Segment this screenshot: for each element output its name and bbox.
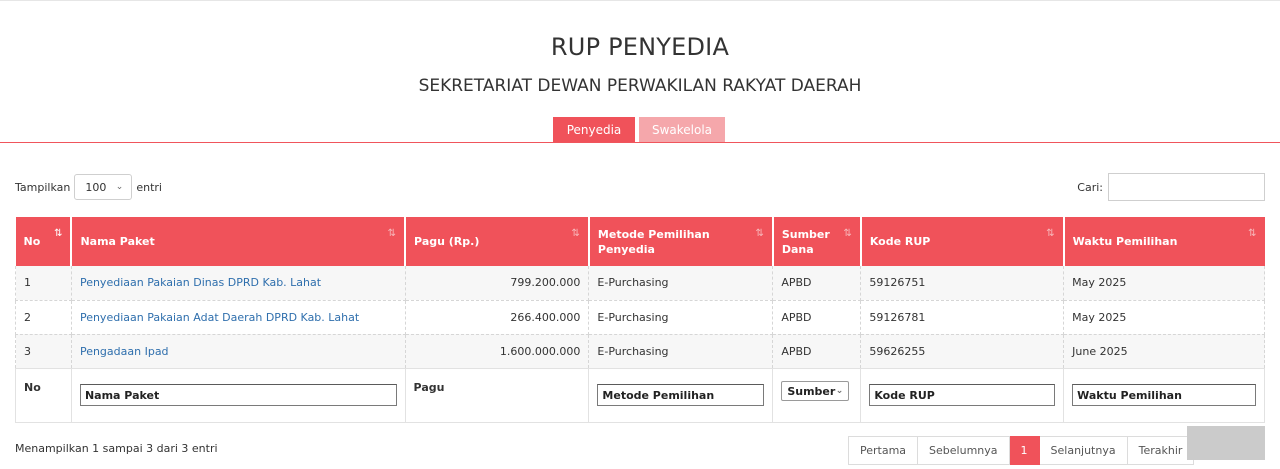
- chevron-down-icon: ⌄: [835, 386, 844, 396]
- filter-nama-paket-input[interactable]: Nama Paket: [80, 384, 397, 406]
- paket-link[interactable]: Penyediaan Pakaian Dinas DPRD Kab. Lahat: [79, 276, 322, 290]
- paket-link[interactable]: Penyediaan Pakaian Adat Daerah DPRD Kab. Lahat: [79, 310, 360, 324]
- page-prev-button[interactable]: Sebelumnya: [918, 436, 1009, 465]
- header-metode[interactable]: Metode Pemilihan Penyedia ⇅: [589, 217, 773, 266]
- header-no[interactable]: No ⇅: [16, 217, 72, 266]
- cell-pagu: 1.600.000.000: [405, 334, 589, 368]
- cell-metode: E-Purchasing: [589, 334, 773, 368]
- search-control: [1077, 173, 1265, 201]
- sort-arrows-icon: ⇅: [843, 228, 852, 239]
- cell-waktu: May 2025: [1064, 300, 1265, 334]
- cell-pagu: 799.200.000: [405, 266, 589, 300]
- table-info: Menampilkan 1 sampai 3 dari 3 entri: [15, 442, 218, 455]
- cell-waktu: June 2025: [1064, 334, 1265, 368]
- page-title: RUP PENYEDIA: [550, 33, 730, 61]
- cell-sumber: APBD: [773, 334, 861, 368]
- filter-waktu-input[interactable]: Waktu Pemilihan: [1072, 384, 1256, 406]
- length-control: [15, 174, 162, 200]
- length-suffix-label: entri: [136, 180, 162, 194]
- search-input[interactable]: [1108, 173, 1265, 201]
- cell-nama-paket: [71, 300, 405, 334]
- sort-arrows-icon: ⇅: [755, 228, 764, 239]
- filter-no-label: No: [16, 368, 72, 422]
- filter-row: [16, 368, 1265, 422]
- page-subtitle: SEKRETARIAT DEWAN PERWAKILAN RAKYAT DAERAH: [418, 76, 862, 96]
- page-current-button[interactable]: 1: [1010, 436, 1040, 465]
- pagination: [848, 436, 1194, 465]
- filter-pagu-label: Pagu: [405, 368, 589, 422]
- cell-pagu: 266.400.000: [405, 300, 589, 334]
- overlay-block: [1187, 426, 1265, 460]
- cell-metode: E-Purchasing: [589, 300, 773, 334]
- header-nama-paket[interactable]: Nama Paket ⇅: [71, 217, 405, 266]
- tab-swakelola[interactable]: Swakelola: [639, 117, 725, 142]
- page-last-button[interactable]: Terakhir: [1128, 436, 1195, 465]
- sort-arrows-icon: ⇅: [571, 228, 580, 239]
- cell-no: 2: [16, 300, 72, 334]
- tabs-underline: [0, 142, 1280, 143]
- cell-kode: 59126781: [861, 300, 1064, 334]
- cell-kode: 59126751: [861, 266, 1064, 300]
- table-header-row: [16, 217, 1265, 266]
- table-row: [16, 334, 1265, 368]
- table-row: [16, 300, 1265, 334]
- filter-sumber-value: Sumber: [787, 384, 836, 398]
- sort-arrows-icon: ⇅: [387, 228, 397, 239]
- cell-no: 1: [16, 266, 72, 300]
- cell-no: 3: [16, 334, 72, 368]
- filter-kode-cell: [861, 368, 1064, 422]
- rup-table: [15, 217, 1265, 423]
- length-select[interactable]: [74, 174, 132, 200]
- filter-sumber-select[interactable]: [781, 381, 849, 401]
- sort-arrows-icon: ⇅: [1046, 228, 1055, 239]
- sort-arrows-icon: ⇅: [54, 228, 63, 239]
- length-select-value: 100: [85, 180, 107, 194]
- table-row: [16, 266, 1265, 300]
- sort-arrows-icon: ⇅: [1248, 228, 1257, 239]
- header-kode[interactable]: Kode RUP ⇅: [861, 217, 1064, 266]
- paket-link[interactable]: Pengadaan Ipad: [79, 344, 169, 358]
- cell-sumber: APBD: [773, 266, 861, 300]
- filter-metode-input[interactable]: Metode Pemilihan: [597, 384, 764, 406]
- header-sumber[interactable]: Sumber Dana ⇅: [773, 217, 861, 266]
- page-first-button[interactable]: Pertama: [848, 436, 918, 465]
- filter-nama-paket-cell: [71, 368, 405, 422]
- cell-nama-paket: [71, 334, 405, 368]
- cell-nama-paket: [71, 266, 405, 300]
- filter-kode-input[interactable]: Kode RUP: [869, 384, 1055, 406]
- tab-penyedia[interactable]: Penyedia: [553, 117, 635, 142]
- cell-kode: 59626255: [861, 334, 1064, 368]
- search-label: Cari:: [1077, 180, 1103, 194]
- cell-sumber: APBD: [773, 300, 861, 334]
- header-waktu[interactable]: Waktu Pemilihan ⇅: [1064, 217, 1265, 266]
- filter-waktu-cell: [1064, 368, 1265, 422]
- filter-sumber-cell: [773, 368, 861, 422]
- chevron-down-icon: ⌄: [115, 182, 124, 192]
- top-divider: [0, 0, 1280, 1]
- filter-metode-cell: [589, 368, 773, 422]
- cell-waktu: May 2025: [1064, 266, 1265, 300]
- length-prefix-label: Tampilkan: [15, 180, 71, 194]
- page-next-button[interactable]: Selanjutnya: [1040, 436, 1128, 465]
- header-pagu[interactable]: Pagu (Rp.) ⇅: [405, 217, 589, 266]
- cell-metode: E-Purchasing: [589, 266, 773, 300]
